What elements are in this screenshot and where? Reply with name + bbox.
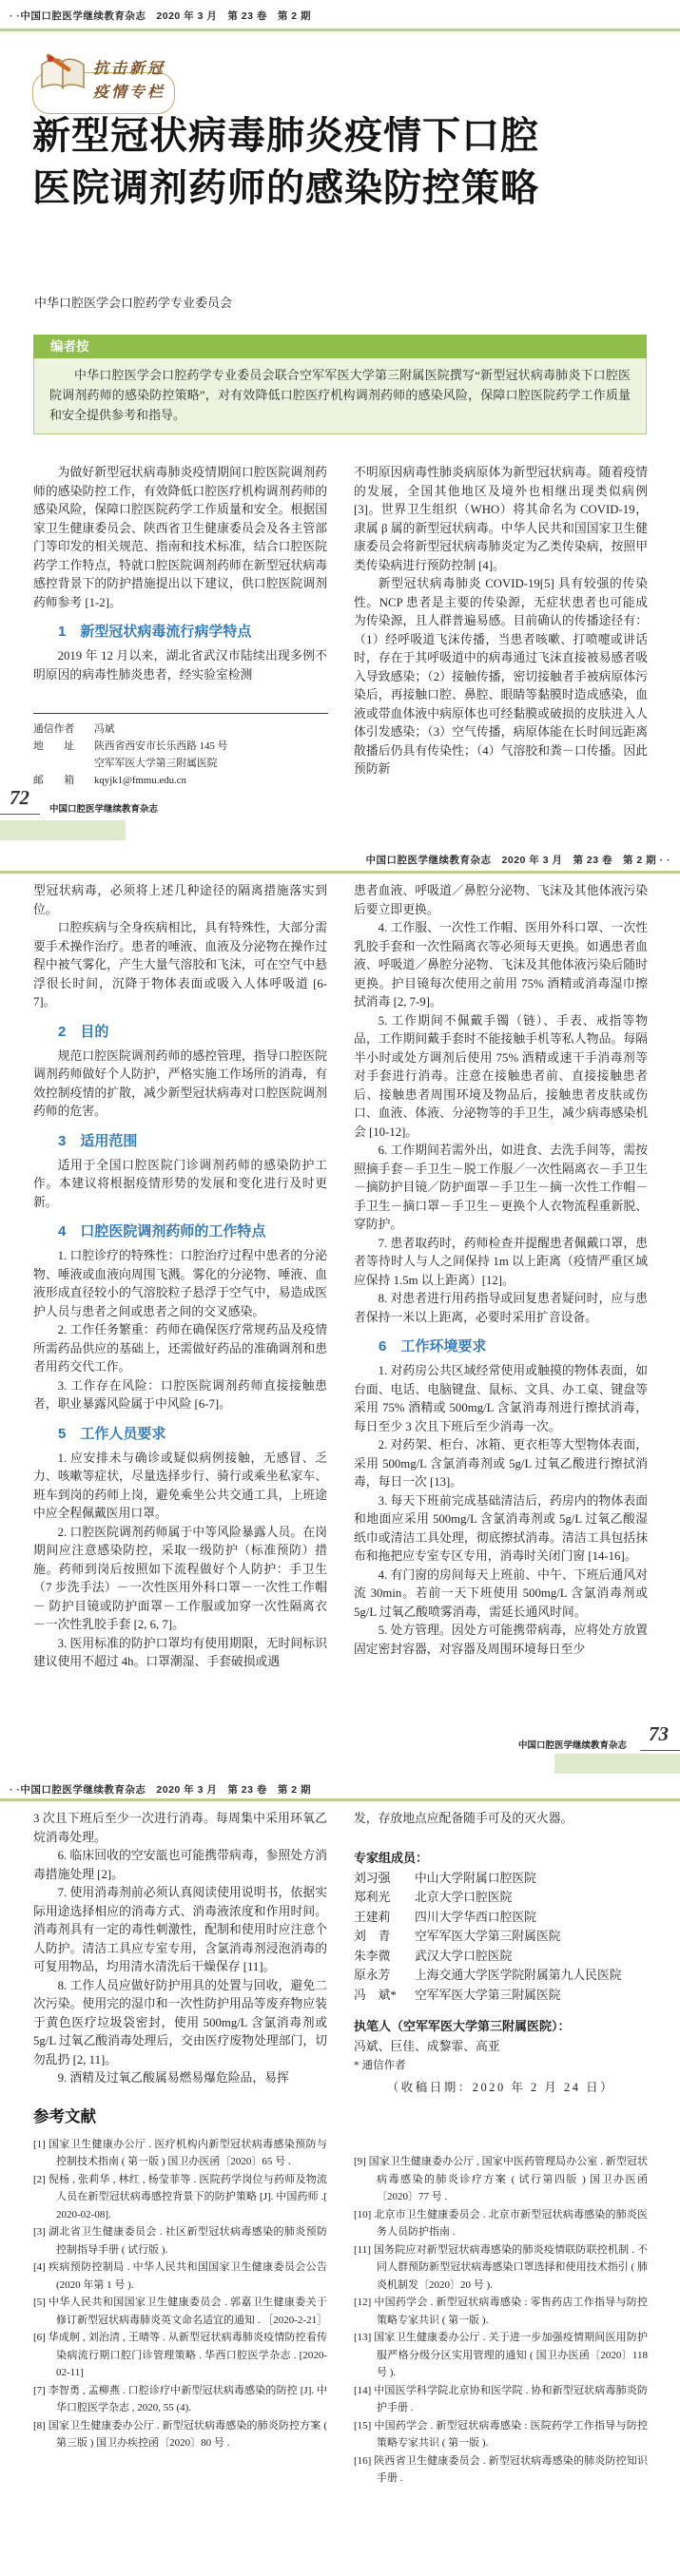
reference-item: [9] 国家卫生健康委办公厅 , 国家中医药管理局办公室 . 新型冠状病毒感染的肺炎诊疗方案 ( 试行第四版 ) 国卫办医函〔2020〕77 号 . <box>354 2156 648 2202</box>
paragraph: 9. 酒精及过氧乙酸属易燃易爆危险品，易挥 <box>57 2071 289 2085</box>
expert-affiliation: 武汉大学口腔医院 <box>415 1949 513 1963</box>
paragraph: 7. 患者取药时，药师检查并提醒患者佩戴口罩，患者等待时人与人之间保持 1m 以上距离（疫情严重区域应保持 1.5m 以上距离）[12]。 <box>354 1236 648 1287</box>
expert-name: 郑利光 <box>354 1891 391 1904</box>
reference-item: [13] 国家卫生健康委办公厅 . 关于进一步加强疫情期间医用防护服严格分级分区实用管理的通知 ( 国卫办医函〔2020〕118 号 ). <box>354 2332 648 2378</box>
expert-name: 刘习强 <box>354 1871 391 1885</box>
paragraph: 不明原因病毒性肺炎病原体为新型冠状病毒。随着疫情的发展，全国其他地区及境外也相继出现类似病例 [3]。世界卫生组织（WHO）将其命名为 COVID-19，隶属 β 属的新型冠状病毒。中华人民共和国国家卫生健康委员会将新型冠状病毒肺炎定为乙类传染病，按照甲类传染病进行预防控制 [4]。 <box>354 466 648 572</box>
footnote-row <box>33 755 328 772</box>
reference-item: [11] 国务院应对新型冠状病毒感染的肺炎疫情联防联控机制 . 不同人群预防新型冠状病毒感染口罩选择和使用技术指引 ( 肺炎机制发〔2020〕20 号 ). <box>354 2243 648 2291</box>
expert-affiliation: 空军军医大学第三附属医院 <box>415 1930 561 1943</box>
page2-columns <box>33 882 648 1672</box>
spacer <box>354 2005 648 2016</box>
reference-item: [7] 李智勇 , 孟柳燕 . 口腔诊疗中新型冠状病毒感染的防控 [J]. 中华口腔医学杂志 , 2020, 55 (4). <box>33 2384 327 2413</box>
page1-right-column <box>354 464 648 779</box>
reference-item: [14] 中国医学科学院北京协和医学院 . 协和新型冠状病毒肺炎防护手册 . <box>354 2384 648 2413</box>
spacer <box>354 1829 648 1848</box>
paragraph: 6. 临床回收的空安瓿也可能携带病毒，参照处方消毒措施处理 [2]。 <box>33 1849 327 1881</box>
article-title-line1: 新型冠状病毒肺炎疫情下口腔 <box>32 115 539 157</box>
paragraph: 8. 工作人员应做好防护用具的处置与回收，避免二次污染。使用完的湿巾和一次性防护用品等废弃物应装于黄色医疗垃圾袋密封，使用 500mg/L 含氯消毒剂或 5g/L 过氧乙酸消毒处理后，交由医疗废物处理部门，切勿乱扔 [2, 11]。 <box>33 1978 327 2067</box>
references-list-left <box>33 2136 327 2452</box>
article-title-line2: 医院调剂药师的感染防控策略 <box>32 167 539 209</box>
section-heading-6: 6 工作环境要求 <box>379 1338 487 1355</box>
experts-heading: 专家组成员： <box>354 1850 429 1865</box>
paragraph: 2. 工作任务繁重：药师在确保医疗常规药品及疫情所需药品供应的基础上，还需做好药品的准确调剂和患者用药交代工作。 <box>33 1323 327 1374</box>
section-heading-2: 2 目的 <box>58 1023 109 1040</box>
paragraph: 患者血液、呼吸道／鼻腔分泌物、飞沫及其他体液污染后要立即更换。 <box>354 884 648 916</box>
footnote-label <box>33 755 94 772</box>
expert-name: 冯 斌* <box>354 1988 397 2002</box>
footnote-email: kqyjk1@fmmu.edu.cn <box>94 775 186 786</box>
corresponding-author-note: * 通信作者 <box>354 2060 406 2071</box>
paragraph: 2019 年 12 月以来，湖北省武汉市陆续出现多例不明原因的病毒性肺炎患者，经实验室检测 <box>33 649 327 682</box>
reference-item: [16] 陕西省卫生健康委员会 . 新型冠状病毒感染的肺炎防控知识手册 . <box>354 2454 648 2484</box>
expert-row <box>354 1986 648 2006</box>
references-heading: 参考文献 <box>33 2107 96 2125</box>
paragraph: 3. 工作存在风险：口腔医院调剂药师直接接触患者，职业暴露风险属于中风险 [6-7]。 <box>33 1378 327 1411</box>
paragraph: 5. 处方管理。因处方可能携带病毒，应将处方放置固定密封容器，对容器及周围环境每日至少 <box>354 1624 648 1656</box>
expert-affiliation: 上海交通大学医学院附属第九人民医院 <box>415 1969 622 1982</box>
expert-affiliation: 四川大学华西口腔医院 <box>415 1910 536 1924</box>
paragraph: 为做好新型冠状病毒肺炎疫情期间口腔医院调剂药师的感染防控工作，有效降低口腔医疗机构调剂药师的感染风险，保障口腔医院药学工作质量和安全。根据国家卫生健康委员会、陕西省卫生健康委员会及各主管部门等印发的相关规范、指南和技术标准，结合口腔医院药学工作特点，特就口腔医院调剂药师在新型冠状病毒感控背景下的防护措施提出以下建议，供口腔医院调剂药师参考 [1-2]。 <box>33 466 327 609</box>
paragraph: 1. 应安排未与确诊或疑似病例接触，无感冒、乏力、咳嗽等症状，尽量选择步行、骑行或乘坐私家车、班车到岗的药师上岗，避免乘坐公共交通工具，上班途中应全程佩戴医用口罩。 <box>33 1451 327 1520</box>
expert-row <box>354 1869 648 1889</box>
reference-item: [8] 国家卫生健康委办公厅 . 新型冠状病毒感染的肺炎防控方案 ( 第三版 ) 国卫办疾控函〔2020〕80 号 . <box>33 2419 327 2449</box>
footnote-row <box>33 738 328 755</box>
badge-line-2: 疫情专栏 <box>93 85 166 101</box>
journal-page-72 <box>0 0 680 844</box>
paragraph: 口腔疾病与全身疾病相比，具有特殊性，大部分需要手术操作治疗。患者的唾液、血液及分泌物在操作过程中被气雾化，产生大量气溶胶和飞沫，可在空气中悬浮很长时间，沉降于物体表面或吸入人体呼吸道 [6-7]。 <box>33 921 327 1009</box>
journal-header: · ·中国口腔医学继续教育杂志 2020 年 3 月 第 23 卷 第 2 期 <box>10 10 312 22</box>
paragraph: 6. 工作期间若需外出，如进食、去洗手间等，需按照摘手套－手卫生－脱工作服／一次性隔离衣－手卫生－摘防护目镜／防护面罩－手卫生－摘一次性工作帽－手卫生－摘口罩－手卫生－更换个人衣物流程重新脱、穿防护。 <box>354 1144 648 1231</box>
editor-note <box>33 335 647 434</box>
expert-row <box>354 1927 648 1947</box>
expert-name: 刘 青 <box>354 1930 391 1943</box>
editor-note-text: 中华口腔医学会口腔药学专业委员会联合空军军医大学第三附属医院撰写“新型冠状病毒肺炎下口腔医院调剂药师的感染防控策略”，对有效降低口腔医疗机构调剂药师的感染风险，保障口腔医院药学工作质量和安全提供参考和指导。 <box>33 358 647 434</box>
expert-name: 朱李微 <box>354 1949 391 1963</box>
writers-heading: 执笔人（空军军医大学第三附属医院）： <box>354 2019 571 2033</box>
paragraph: 发，存放地点应配备随手可及的灭火器。 <box>354 1812 573 1825</box>
paragraph: 4. 有门窗的房间每天上班前、中午、下班后通风对流 30min。若前一天下班使用 500mg/L 含氯消毒剂或 5g/L 过氧乙酸喷雾消毒，需延长通风时间。 <box>354 1567 648 1619</box>
expert-row <box>354 1908 648 1928</box>
paragraph: 2. 口腔医院调剂药师属于中等风险暴露人员。在岗期间应注意感染防控，采取一级防护（标准预防）措施。药师到岗后按照如下流程做好个人防护：手卫生（7 步洗手法）－一次性医用外科口罩－一次性工作帽－ 防护目镜或防护面罩－工作服或加穿一次性隔离衣－一次性乳胶手套 [2, 6, 7]。 <box>33 1525 327 1631</box>
corner-decoration <box>554 1754 680 1774</box>
section-heading-1: 1 新型冠状病毒流行病学特点 <box>58 624 252 640</box>
header-divider <box>0 29 680 31</box>
page-number: 73 <box>649 1722 669 1745</box>
page-number-rule <box>640 1750 680 1751</box>
footnote-row <box>33 772 328 789</box>
reference-item: [4] 疾病预防控制局 . 中华人民共和国国家卫生健康委员会公告 (2020 年第 1 号 ). <box>33 2261 327 2291</box>
journal-header: 中国口腔医学继续教育杂志 2020 年 3 月 第 23 卷 第 2 期 · · <box>365 855 670 866</box>
paragraph: 新型冠状病毒肺炎 COVID-19[5] 具有较强的传染性。NCP 患者是主要的传染源，无症状患者也可能成为传染源，且人群普遍易感。目前确认的传播途径有：（1）经呼吸道飞沫传播，当患者咳嗽、打喷嚏或讲话时，存在于其呼吸道中的病毒通过飞沫直接被易感者吸入导致感染；（2）接触传播，密切接触者手被病原体污染后，再接触口腔、鼻腔、眼睛等黏膜时造成感染，血液或带血体液中病原体也可经黏膜或破损的皮肤进入人体引发感染；（3）空气传播，病原体能在长时间远距离散播后仍具有传染性；（4）气溶胶和粪－口传播。因此预防新 <box>354 577 648 776</box>
footnote-value: 冯斌 <box>94 723 115 735</box>
footer-journal-name: 中国口腔医学继续教育杂志 <box>517 1740 627 1751</box>
page3-columns <box>33 1810 648 2488</box>
open-book-icon <box>37 51 88 95</box>
expert-affiliation: 空军军医大学第三附属医院 <box>415 1988 561 2002</box>
column-badge <box>32 48 181 116</box>
badge-label <box>93 57 165 105</box>
corner-decoration <box>0 820 126 840</box>
reference-item: [10] 北京市卫生健康委员会 . 北京市新型冠状病毒感染的肺炎医务人员防护指南 . <box>354 2208 648 2238</box>
page-number-rule <box>0 814 40 815</box>
received-date: （收稿日期：2020 年 2 月 24 日） <box>386 2081 615 2094</box>
footer-journal-name: 中国口腔医学继续教育杂志 <box>49 804 159 815</box>
expert-name: 原永芳 <box>354 1969 391 1982</box>
page3-right-column <box>354 1810 648 2488</box>
paragraph: 8. 对患者进行用药指导或回复患者疑问时，应与患者保持一米以上距离，必要时采用扩音设备。 <box>354 1292 648 1324</box>
paragraph: 4. 工作服、一次性工作帽、医用外科口罩、一次性乳胶手套和一次性隔离衣等必须每天更换。如遇患者血液、呼吸道／鼻腔分泌物、飞沫及其他体液污染后随时更换。护目镜每次使用之前用 75% 酒精或消毒湿巾擦拭消毒 [2, 7-9]。 <box>354 921 648 1009</box>
section-heading-4: 4 口腔医院调剂药师的工作特点 <box>58 1223 266 1240</box>
references-list-right <box>354 2153 648 2488</box>
writers-names: 冯斌、巨佳、成黎霏、高亚 <box>354 2040 500 2053</box>
article-author: 中华口腔医学会口腔药学专业委员会 <box>34 296 233 310</box>
footnote-row <box>33 721 328 738</box>
reference-item: [15] 中国药学会 . 新型冠状病毒感染 : 医院药学工作指导与防控策略专家共识 ( 第一版 ). <box>354 2419 648 2449</box>
header-divider <box>0 871 680 874</box>
page2-left-column <box>33 882 327 1672</box>
badge-line-1: 抗击新冠 <box>93 61 166 77</box>
experts-list <box>354 1869 648 2006</box>
paragraph: 型冠状病毒，必须将上述几种途径的隔离措施落实到位。 <box>33 884 327 916</box>
reference-item: [1] 国家卫生健康办公厅 . 医疗机构内新型冠状病毒感染预防与控制技术指南 ( 第一版 ) 国卫办医函〔2020〕65 号 . <box>33 2138 327 2167</box>
section-heading-3: 3 适用范围 <box>58 1132 138 1149</box>
reference-item: [6] 华成舸 , 刘治清 , 王晴等 . 从新型冠状病毒肺炎疫情防控看传染病流行期口腔门诊管理策略 . 华西口腔医学杂志 . [2020- 02-11] <box>33 2332 327 2378</box>
page-number: 72 <box>10 786 29 809</box>
footnote-value: 空军军医大学第三附属医院 <box>94 758 218 769</box>
page2-right-column <box>354 882 648 1672</box>
paragraph: 7. 使用消毒剂前必须认真阅读使用说明书，依据实际用途选择相应的消毒方式、消毒液浓度和作用时间。消毒剂具有一定的毒性刺激性，配制和使用时应注意个人防护。清洁工具应专室专用，含氯消毒剂浸泡消毒的可复用物品，均用清水清洗后干燥保存 [11]。 <box>33 1886 327 1973</box>
footnote-value: 陕西省西安市长乐西路 145 号 <box>94 740 228 752</box>
header-divider <box>0 1798 680 1801</box>
reference-item: [5] 中华人民共和国国家卫生健康委员会 . 郭嘉卫生健康委关于修订新型冠状病毒肺炎英文命名适宜的通知 . ［2020-2-21］ <box>33 2297 328 2326</box>
paragraph: 适用于全国口腔医院门诊调剂药师的感染防护工作。本建议将根据疫情形势的发展和变化进行及时更新。 <box>33 1158 327 1209</box>
expert-row <box>354 1947 648 1967</box>
article-title <box>32 110 539 215</box>
footnote-label: 地 址 <box>33 740 75 752</box>
expert-row <box>354 1966 648 1986</box>
paragraph: 1. 口腔诊疗的特殊性：口腔治疗过程中患者的分泌物、唾液或血液向周围飞溅。雾化的分泌物、唾液、血液形成直径较小的气溶胶粒子悬浮于空气中，易造成医护人员与患者之间或患者之间的交叉感染。 <box>33 1249 327 1318</box>
footnote-label: 邮 箱 <box>33 775 75 786</box>
paragraph: 5. 工作期间不佩戴手镯（链）、手表、戒指等物品，工作期间戴手套时不能接触手机等私人物品。每隔半小时或处方调剂后使用 75% 酒精或速干手消毒剂等对手套进行消毒。注意在接触患者前、直接接触患者后、接触患者周围环境及物品后，接触患者皮肤或伤口、血液、体液、分泌物等的手卫生，减少病毒感染机会 [10-12]。 <box>354 1013 648 1139</box>
correspondence-footnote <box>33 713 328 789</box>
paragraph: 3. 每天下班前完成基础清洁后，药房内的物体表面和地面应采用 500mg/L 含氯消毒剂或 5g/L 过氧乙酸湿纸巾或清洁工具处理，彻底擦拭消毒。清洁工具包括抹布和拖把应专室专区专用，消毒时关闭门窗 [14-16]。 <box>354 1493 648 1563</box>
reference-item: [2] 倪杨 , 张莉华 , 林红 , 杨莹菲等 . 医院药学岗位与药师及物流人员在新型冠状病毒感控背景下的防护策略 [J]. 中国药师 .[ 2020-02-08]. <box>33 2173 327 2220</box>
journal-header: · ·中国口腔医学继续教育杂志 2020 年 3 月 第 23 卷 第 2 期 <box>10 1784 312 1796</box>
paragraph: 2. 对药架、柜台、冰箱、更衣柜等大型物体表面，采用 500mg/L 含氯消毒剂或 5g/L 过氧乙酸进行擦拭消毒，每日一次 [13]。 <box>354 1438 648 1489</box>
paragraph: 1. 对药房公共区域经常使用或触摸的物体表面，如台面、电话、电脑键盘、鼠标、文具、办工桌、键盘等采用 75% 酒精或 500mg/L 含氯消毒剂进行擦拭消毒，每日至少 3 次且下班后至少消毒一次。 <box>354 1364 648 1433</box>
footnote-label: 通信作者 <box>33 723 75 735</box>
reference-item: [3] 湖北省卫生健康委员会 . 社区新型冠状病毒感染的肺炎预防控制指导手册 ( 试行版 ). <box>33 2226 327 2256</box>
expert-affiliation: 中山大学附属口腔医院 <box>415 1871 536 1885</box>
page3-left-column <box>33 1810 327 2488</box>
paragraph: 3. 医用标准的防护口罩均有使用期限，无时间标识建议使用不超过 4h。口罩潮湿、手套破损或遇 <box>33 1636 327 1668</box>
expert-row <box>354 1888 648 1908</box>
journal-page-73 <box>0 844 680 1774</box>
expert-name: 王建莉 <box>354 1910 391 1924</box>
expert-affiliation: 北京大学口腔医院 <box>415 1891 513 1904</box>
paragraph: 规范口腔医院调剂药师的感控管理，指导口腔医院调剂药师做好个人防护，严格实施工作场所的消毒，有效控制疫情的扩散，减少新型冠状病毒对口腔医院调剂药师的危害。 <box>33 1048 327 1118</box>
reference-item: [12] 中国药学会 . 新型冠状病毒感染 : 零售药店工作指导与防控策略专家共识 ( 第一版 ). <box>354 2297 648 2326</box>
journal-page-74 <box>0 1774 680 2576</box>
editor-note-label: 编者按 <box>33 335 647 358</box>
section-heading-5: 5 工作人员要求 <box>58 1425 166 1442</box>
paragraph: 3 次且下班后至少一次进行消毒。每周集中采用环氧乙烷消毒处理。 <box>33 1812 327 1844</box>
